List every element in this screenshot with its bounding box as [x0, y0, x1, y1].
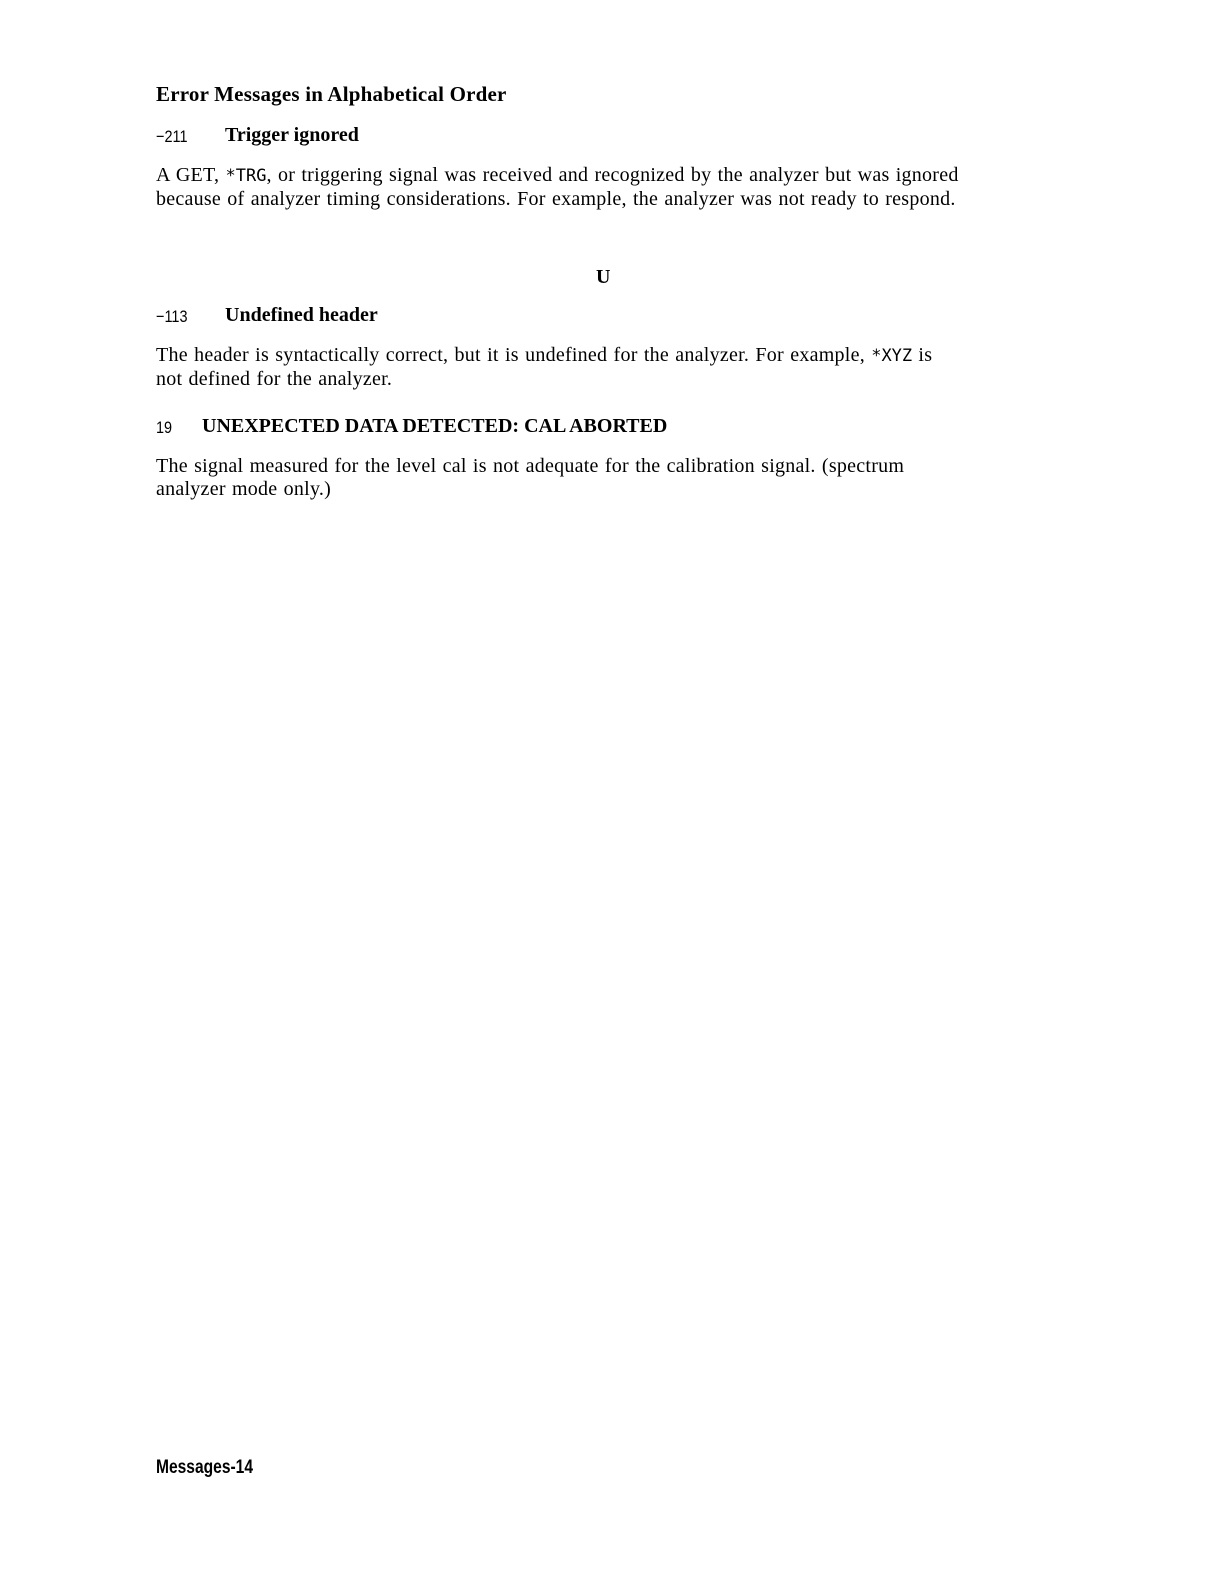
section-heading: Error Messages in Alphabetical Order	[156, 82, 507, 106]
text-run: is	[912, 344, 933, 366]
description-line	[156, 478, 1056, 501]
text-run: A GET,	[156, 164, 226, 186]
text-run: analyzer mode only.)	[156, 478, 332, 500]
error-code: −211	[156, 127, 188, 146]
text-run: The header is syntactically correct, but it is undefined for the analyzer. For example,	[156, 344, 872, 366]
text-run: , or triggering signal was received and recognized by the analyzer but was ignored	[266, 164, 959, 186]
command-code: *TRG	[225, 166, 267, 186]
error-description	[156, 455, 1056, 501]
description-line	[156, 455, 1056, 478]
page-footer: Messages-14	[156, 1457, 254, 1478]
description-line	[156, 164, 1056, 188]
description-line	[156, 188, 1056, 211]
error-description	[156, 164, 1056, 211]
error-code: 19	[156, 418, 173, 437]
alphabet-letter-divider: U	[596, 266, 611, 288]
error-title: Trigger ignored	[225, 124, 359, 146]
error-code: −113	[156, 307, 188, 326]
description-line	[156, 344, 1056, 368]
text-run: The signal measured for the level cal is not adequate for the calibration signal. (spectrum	[156, 455, 905, 477]
description-line	[156, 368, 1056, 391]
error-title: UNEXPECTED DATA DETECTED: CAL ABORTED	[202, 415, 668, 437]
error-description	[156, 344, 1056, 391]
text-run: because of analyzer timing considerations. For example, the analyzer was not ready to respond.	[156, 188, 956, 210]
error-title: Undefined header	[225, 304, 378, 326]
text-run: not defined for the analyzer.	[156, 368, 393, 390]
command-code: *XYZ	[871, 346, 913, 366]
